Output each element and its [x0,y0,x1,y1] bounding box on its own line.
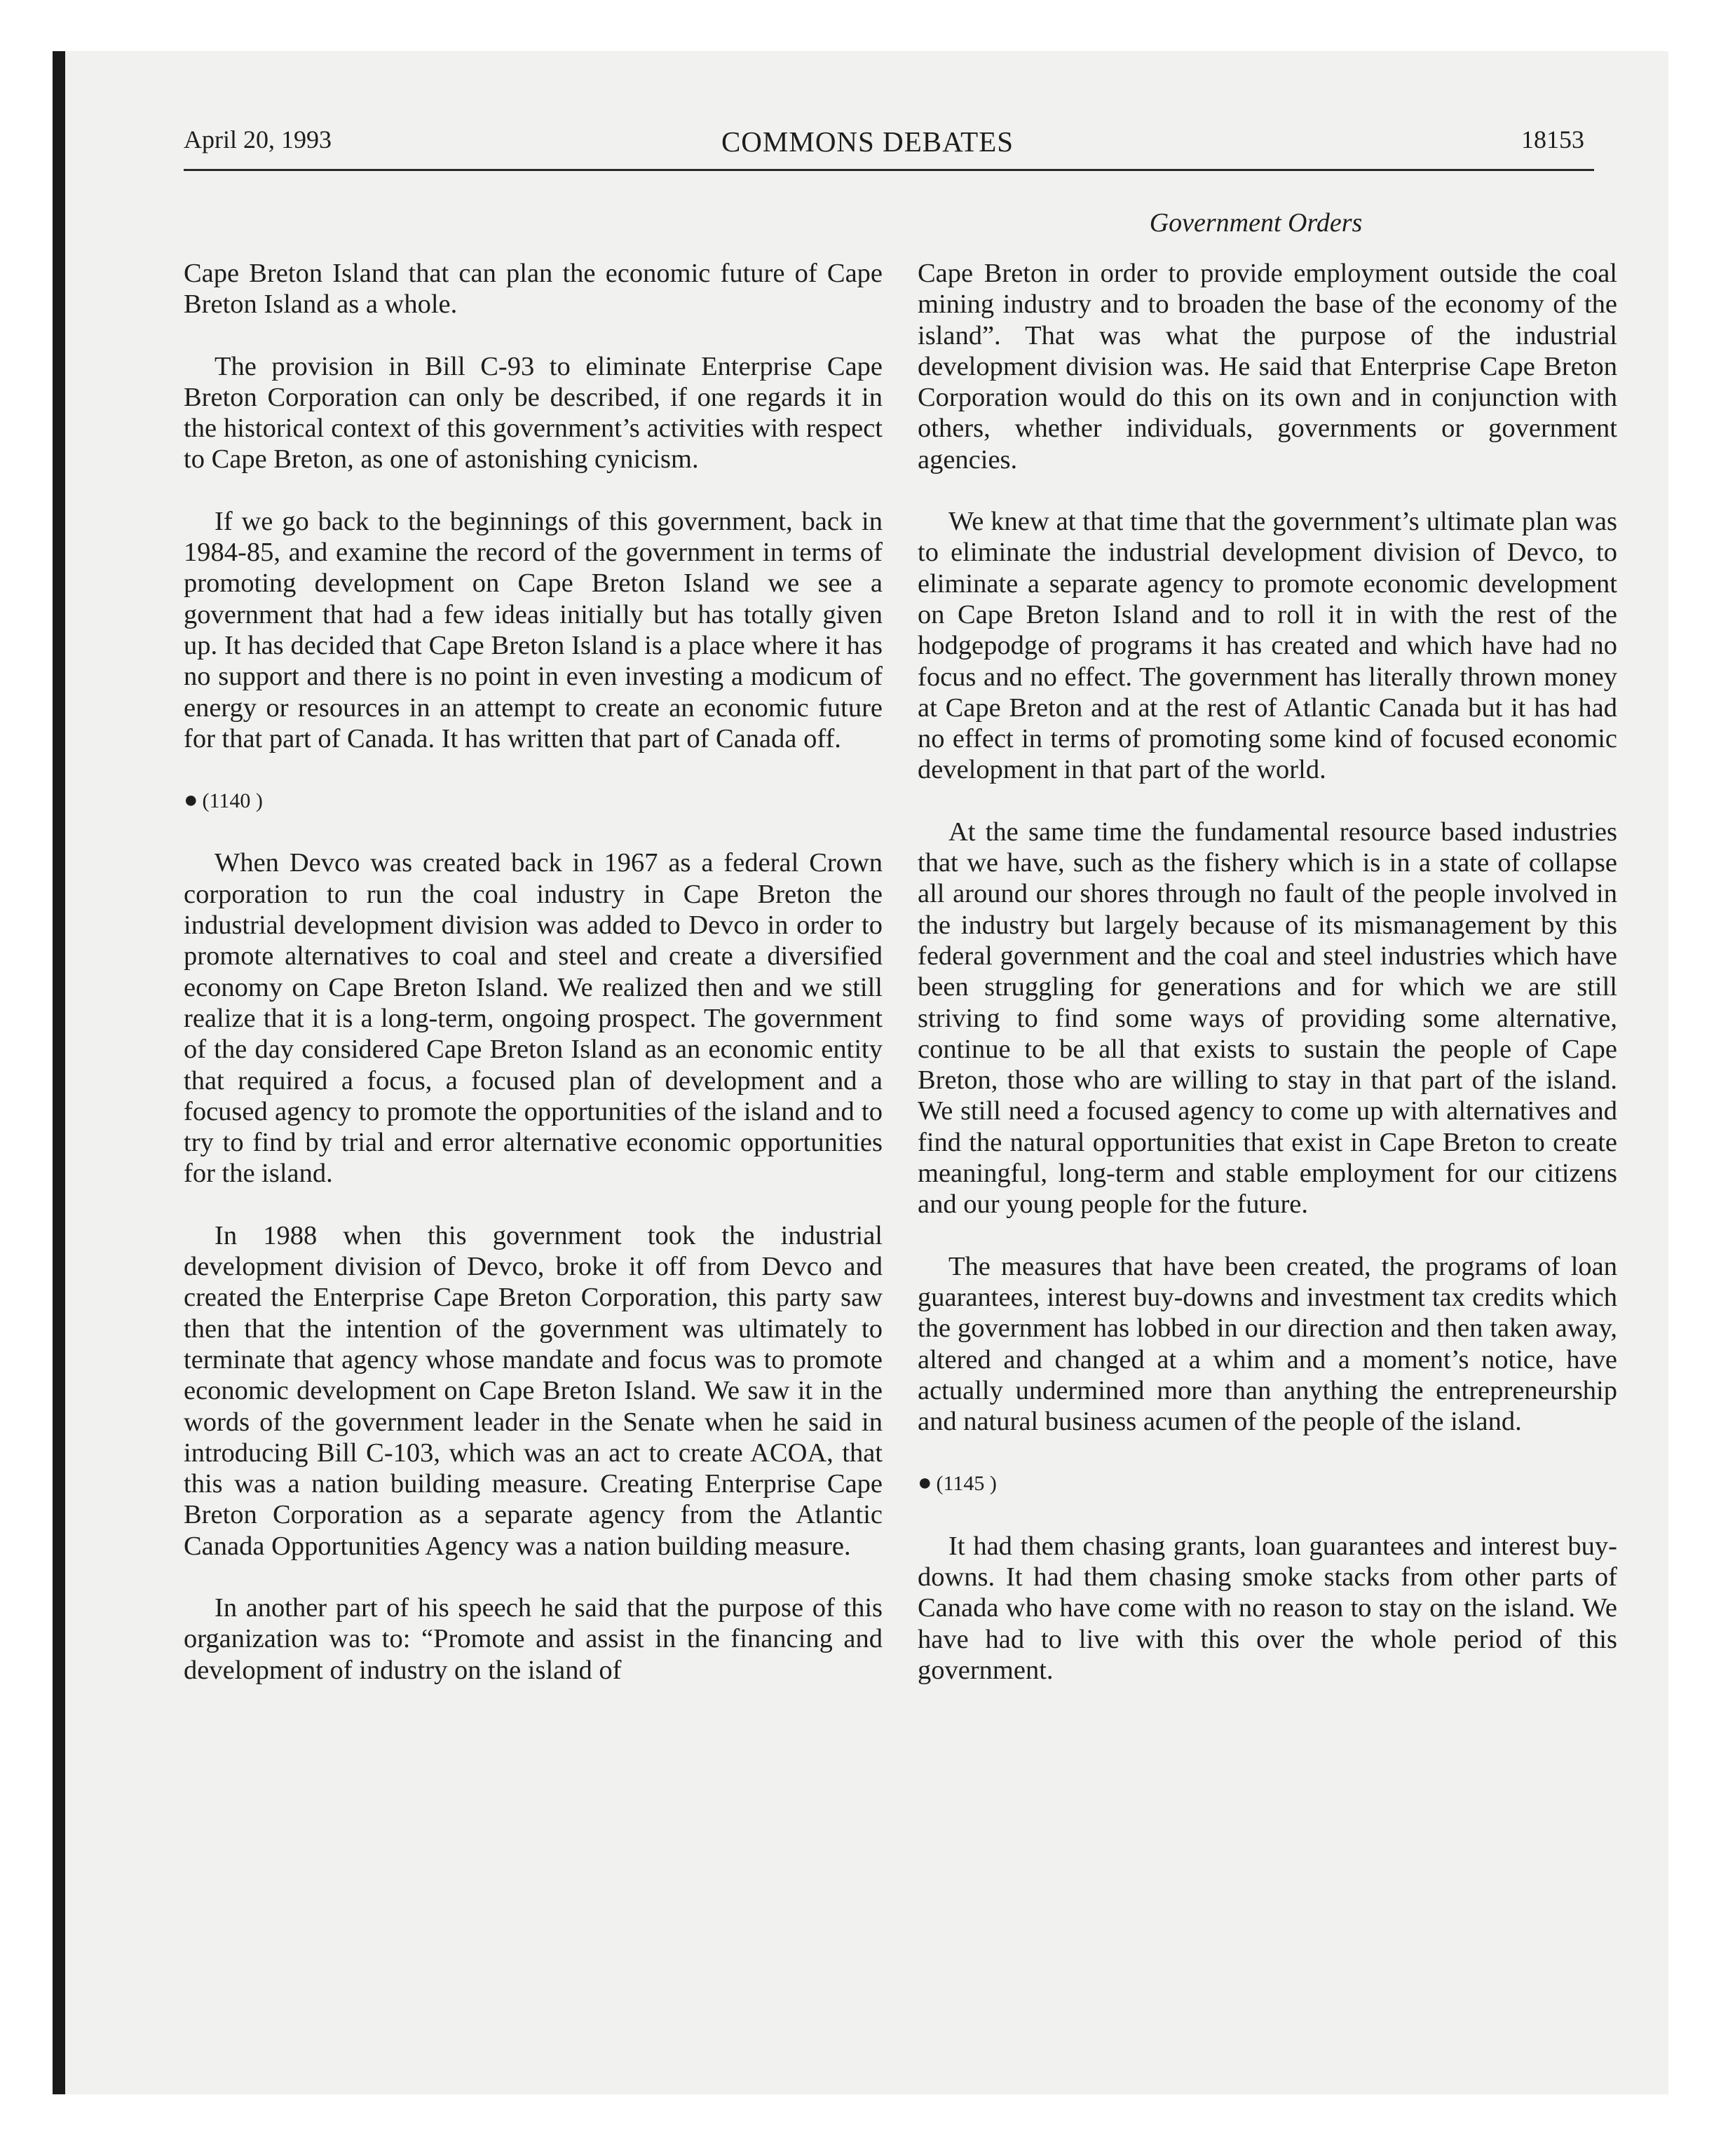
left-column [184,258,883,1717]
paragraph: We knew at that time that the government’s ultimate plan was to eliminate the industrial development division of Devco, to eliminate a separate agency to promote economic development on Cape Breton Island and to roll it in with the rest of the hodgepodge of programs it has created and which have had no focus and no effect. The government has literally thrown money at Cape Breton and at the rest of Atlantic Canada but it has had no effect in terms of promoting some kind of focused economic development in that part of the world. [918,507,1617,785]
paragraph: The provision in Bill C-93 to eliminate Enterprise Cape Breton Corporation can only be described, if one regards it in the historical context of this government’s activities with respect to Cape Breton, as one of astonishing cynicism. [184,351,883,475]
paragraph: It had them chasing grants, loan guarantees and interest buy-downs. It had them chasing smoke stacks from other parts of Canada who have come with no reason to stay on the island. We have had to live with this over the whole period of this government. [918,1531,1617,1685]
page-number: 18153 [1521,125,1584,153]
paragraph: Cape Breton Island that can plan the economic future of Cape Breton Island as a whole. [184,259,883,320]
header-date: April 20, 1993 [184,125,332,153]
right-column [918,258,1617,1717]
section-heading: Government Orders [1149,208,1363,238]
paragraph: The measures that have been created, the programs of loan guarantees, interest buy-downs and investment tax credits which the government has lobbed in our direction and then taken away, altered and changed at a whim and a moment’s notice, have actually undermined more than anything the entrepreneurship and natural business acumen of the people of the island. [918,1251,1617,1437]
paragraph: At the same time the fundamental resource based industries that we have, such as the fishery which is in a state of collapse all around our shores through no fault of the people involved in the industry but largely because of its mismanagement by this federal government and the coal and steel industries which have been struggling for generations and for which we are still striving to find some ways of providing some alternative, continue to be all that exists to sustain the people of Cape Breton, those who are willing to stay in that part of the island. We still need a focused agency to come up with alternatives and find the natural opportunities that exist in Cape Breton to create meaningful, long-term and stable employment for our citizens and our young people for the future. [918,817,1617,1220]
header-title: COMMONS DEBATES [721,125,1014,158]
paragraph: When Devco was created back in 1967 as a federal Crown corporation to run the coal industry in Cape Breton the industrial development division was added to Devco in order to promote alternatives to coal and steel and create a diversified economy on Cape Breton Island. We realized then and we still realize that it is a long-term, ongoing prospect. The government of the day considered Cape Breton Island as an economic entity that required a focus, a focused plan of development and a focused agency to promote the opportunities of the island and to try to find by trial and error alternative economic opportunities for the island. [184,848,883,1189]
header-rule [184,169,1594,171]
paragraph: In another part of his speech he said that the purpose of this organization was to: “Promote and assist in the financing and development of industry on the island of [184,1592,883,1685]
time-marker [184,785,883,817]
paragraph: Cape Breton in order to provide employment outside the coal mining industry and to broaden the base of the economy of the island”. That was what the purpose of the industrial development division was. He said that Enterprise Cape Breton Corporation would do this on its own and in conjunction with others, whether individuals, governments or government agencies. [918,259,1617,475]
bullet-icon: ● [184,787,198,814]
time-marker-label: (1140 ) [202,789,263,813]
paragraph: In 1988 when this government took the industrial development division of Devco, broke it off from Devco and created the Enterprise Cape Breton Corporation, this party saw then that the intention of the government was ultimately to terminate that agency whose mandate and focus was to promote economic development on Cape Breton Island. We saw it in the words of the government leader in the Senate when he said in introducing Bill C-103, which was an act to create ACOA, that this was a nation building measure. Creating Enterprise Cape Breton Corporation as a separate agency from the Atlantic Canada Opportunities Agency was a nation building measure. [184,1220,883,1561]
time-marker [918,1468,1617,1499]
time-marker-label: (1145 ) [936,1472,997,1496]
paragraph: If we go back to the beginnings of this government, back in 1984-85, and examine the record of the government in terms of promoting development on Cape Breton Island we see a government that had a few ideas initially but has totally given up. It has decided that Cape Breton Island is a place where it has no support and there is no point in even investing a modicum of energy or resources in an attempt to create an economic future for that part of Canada. It has written that part of Canada off. [184,506,883,753]
bullet-icon: ● [918,1470,932,1496]
